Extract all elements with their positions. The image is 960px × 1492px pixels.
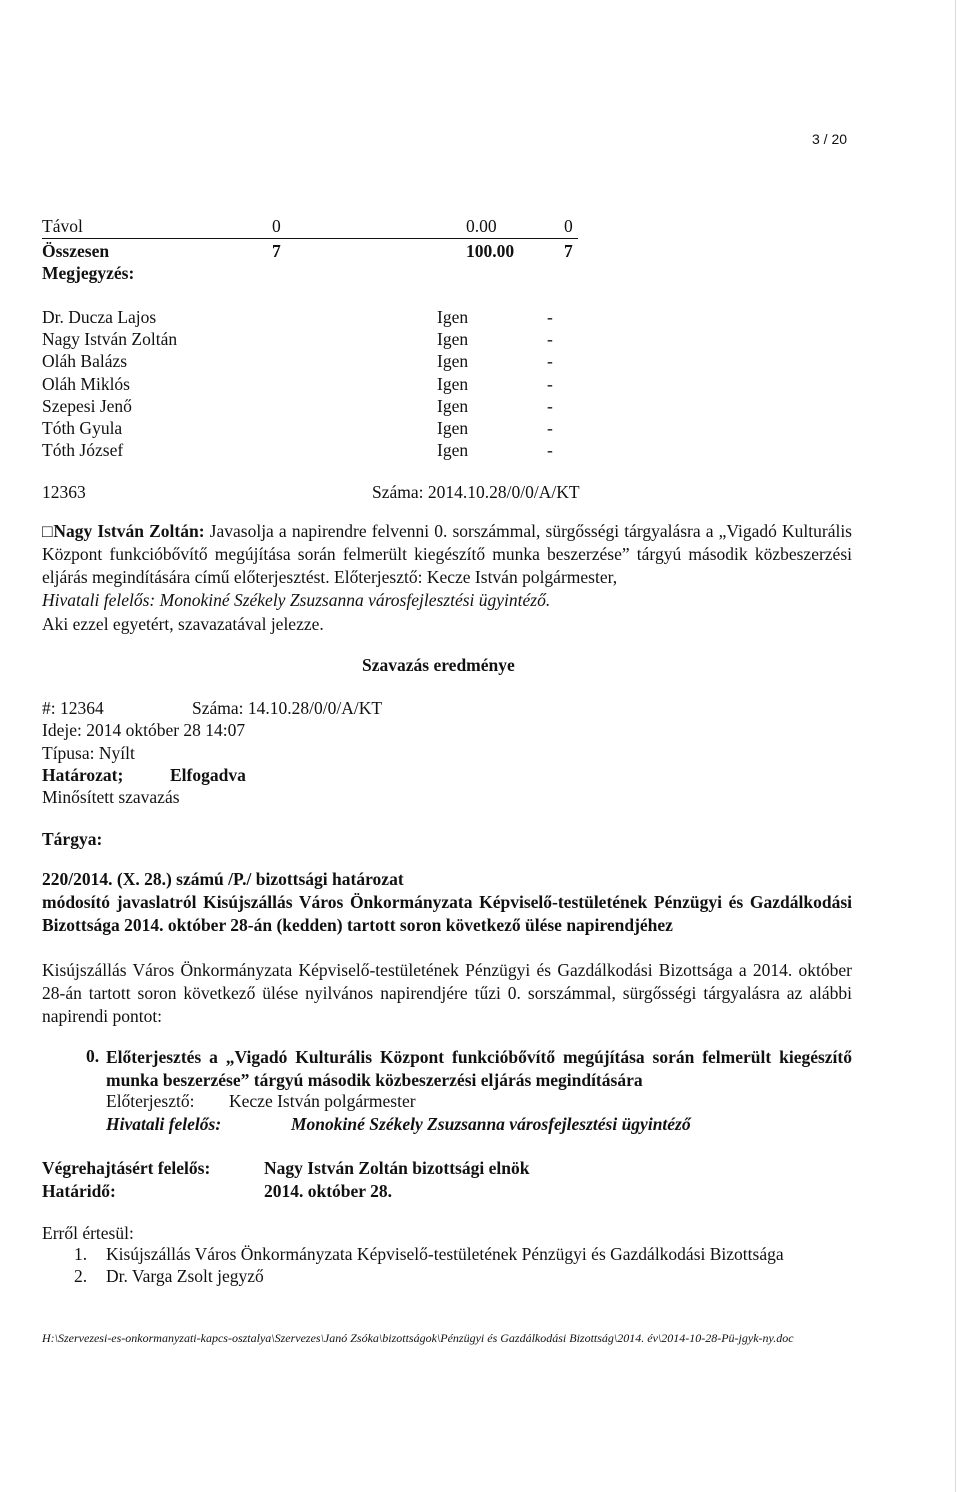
voter-vote: Igen	[437, 440, 469, 460]
voter-name: Tóth Gyula	[42, 418, 123, 438]
voter-extra: -	[547, 374, 553, 394]
stat-osszesen-v2: 100.00	[466, 241, 515, 261]
voter-extra: -	[547, 396, 553, 416]
vegrehajtas-label: Végrehajtásért felelős:	[42, 1158, 211, 1178]
record2-targya: Tárgya:	[42, 829, 103, 849]
vegrehajtas-value: Nagy István Zoltán bizottsági elnök	[264, 1158, 530, 1178]
voter-name: Szepesi Jenő	[42, 396, 132, 416]
hatarido-value: 2014. október 28.	[264, 1181, 393, 1201]
checkbox-icon: □	[42, 521, 54, 541]
stat-label-osszesen: Összesen	[42, 241, 110, 261]
proposal-text: Javasolja a napirendre felvenni 0. sorszámmal, sürgősségi tárgyalásra a „Vigadó Kulturális Központ funkcióbővítő megújítása során felmerült kiegészítő munka beszerzése” tárgyú második közbeszerzési eljárás megindítására című előterjesztést. Előterjesztő: Kecze István polgármester,	[42, 521, 852, 587]
proposal-speaker: Nagy István Zoltán:	[53, 521, 205, 541]
stat-tavol-v3: 0	[564, 216, 573, 236]
voter-extra: -	[547, 329, 553, 349]
record2-tipusa: Típusa: Nyílt	[42, 743, 135, 763]
voter-extra: -	[547, 307, 553, 327]
eloterjeszto-value: Kecze István polgármester	[229, 1091, 416, 1111]
notify-number: 1.	[74, 1244, 88, 1264]
agenda-item-text: Előterjesztés a „Vigadó Kulturális Központ funkcióbővítő megújítása során felmerült kiegészítő munka beszerzése” tárgyú második közbeszerzési eljárás megindítására	[106, 1047, 852, 1090]
voter-name: Oláh Miklós	[42, 374, 130, 394]
voter-name: Nagy István Zoltán	[42, 329, 178, 349]
hatarido-label: Határidő:	[42, 1181, 116, 1201]
stats-separator-line	[42, 238, 578, 239]
hivatali-value: Monokiné Székely Zsuzsanna városfejlesztési ügyintéző	[291, 1114, 691, 1134]
voter-vote: Igen	[437, 351, 469, 371]
record2-szama: Száma: 14.10.28/0/0/A/KT	[192, 698, 383, 718]
errol-ertesul-label: Erről értesül:	[42, 1223, 134, 1243]
voter-vote: Igen	[437, 329, 469, 349]
record2-elfogadva: Elfogadva	[170, 765, 246, 785]
page-edge-line	[955, 0, 956, 1492]
hivatali-label: Hivatali felelős:	[106, 1114, 222, 1134]
page-number: 3 / 20	[812, 131, 848, 147]
voter-vote: Igen	[437, 307, 469, 327]
record2-minositett: Minősített szavazás	[42, 787, 180, 807]
stat-osszesen-v3: 7	[564, 241, 573, 261]
record2-id: #: 12364	[42, 698, 104, 718]
resolution-subtitle: módosító javaslatról Kisújszállás Város Önkormányzata Képviselő-testületének Pénzügyi és Gazdálkodási Bizottsága 2014. október 28-án (kedden) tartott soron következő ülése napirendjéhez	[42, 892, 852, 935]
resolution-title: 220/2014. (X. 28.) számú /P./ bizottsági határozat	[42, 869, 404, 889]
notify-item: Kisújszállás Város Önkormányzata Képviselő-testületének Pénzügyi és Gazdálkodási Bizottsága	[106, 1244, 784, 1264]
proposal-paragraph	[42, 520, 852, 612]
resolution-body: Kisújszállás Város Önkormányzata Képviselő-testületének Pénzügyi és Gazdálkodási Bizottsága a 2014. október 28-án tartott soron következő ülése nyilvános napirendjére tűzi 0. sorszámmal, sürgősségi tárgyalásra az alábbi napirendi pontot:	[42, 960, 852, 1026]
record2-ideje: Ideje: 2014 október 28 14:07	[42, 720, 246, 740]
proposal-aki: Aki ezzel egyetért, szavazatával jelezze.	[42, 614, 324, 634]
voter-name: Oláh Balázs	[42, 351, 128, 371]
stat-tavol-v2: 0.00	[466, 216, 497, 236]
voter-extra: -	[547, 351, 553, 371]
voter-extra: -	[547, 418, 553, 438]
voter-vote: Igen	[437, 374, 469, 394]
voter-name: Dr. Ducza Lajos	[42, 307, 157, 327]
megjegyzes-label: Megjegyzés:	[42, 263, 135, 283]
eloterjeszto-label: Előterjesztő:	[106, 1091, 195, 1111]
voter-vote: Igen	[437, 418, 469, 438]
footer-file-path: H:\Szervezesi-es-onkormanyzati-kapcs-osztalya\Szervezes\Janó Zsóka\bizottságok\Pénzügyi és Gazdálkodási Bizottság\2014. év\2014-10-28-Pü-jgyk-ny.doc	[42, 1331, 794, 1345]
stat-tavol-v1: 0	[272, 216, 281, 236]
stat-label-tavol: Távol	[42, 216, 83, 236]
szavazas-eredmenye-heading: Szavazás eredménye	[362, 655, 515, 675]
voter-vote: Igen	[437, 396, 469, 416]
voter-extra: -	[547, 440, 553, 460]
agenda-item-number: 0.	[86, 1046, 100, 1066]
voter-name: Tóth József	[42, 440, 124, 460]
stat-osszesen-v1: 7	[272, 241, 281, 261]
record-szama: Száma: 2014.10.28/0/0/A/KT	[372, 482, 580, 502]
record-id: 12363	[42, 482, 86, 502]
record2-hatarozat: Határozat;	[42, 765, 124, 785]
proposal-hivatali: Hivatali felelős: Monokiné Székely Zsuzsanna városfejlesztési ügyintéző.	[42, 590, 551, 610]
notify-item: Dr. Varga Zsolt jegyző	[106, 1266, 264, 1286]
notify-number: 2.	[74, 1266, 88, 1286]
